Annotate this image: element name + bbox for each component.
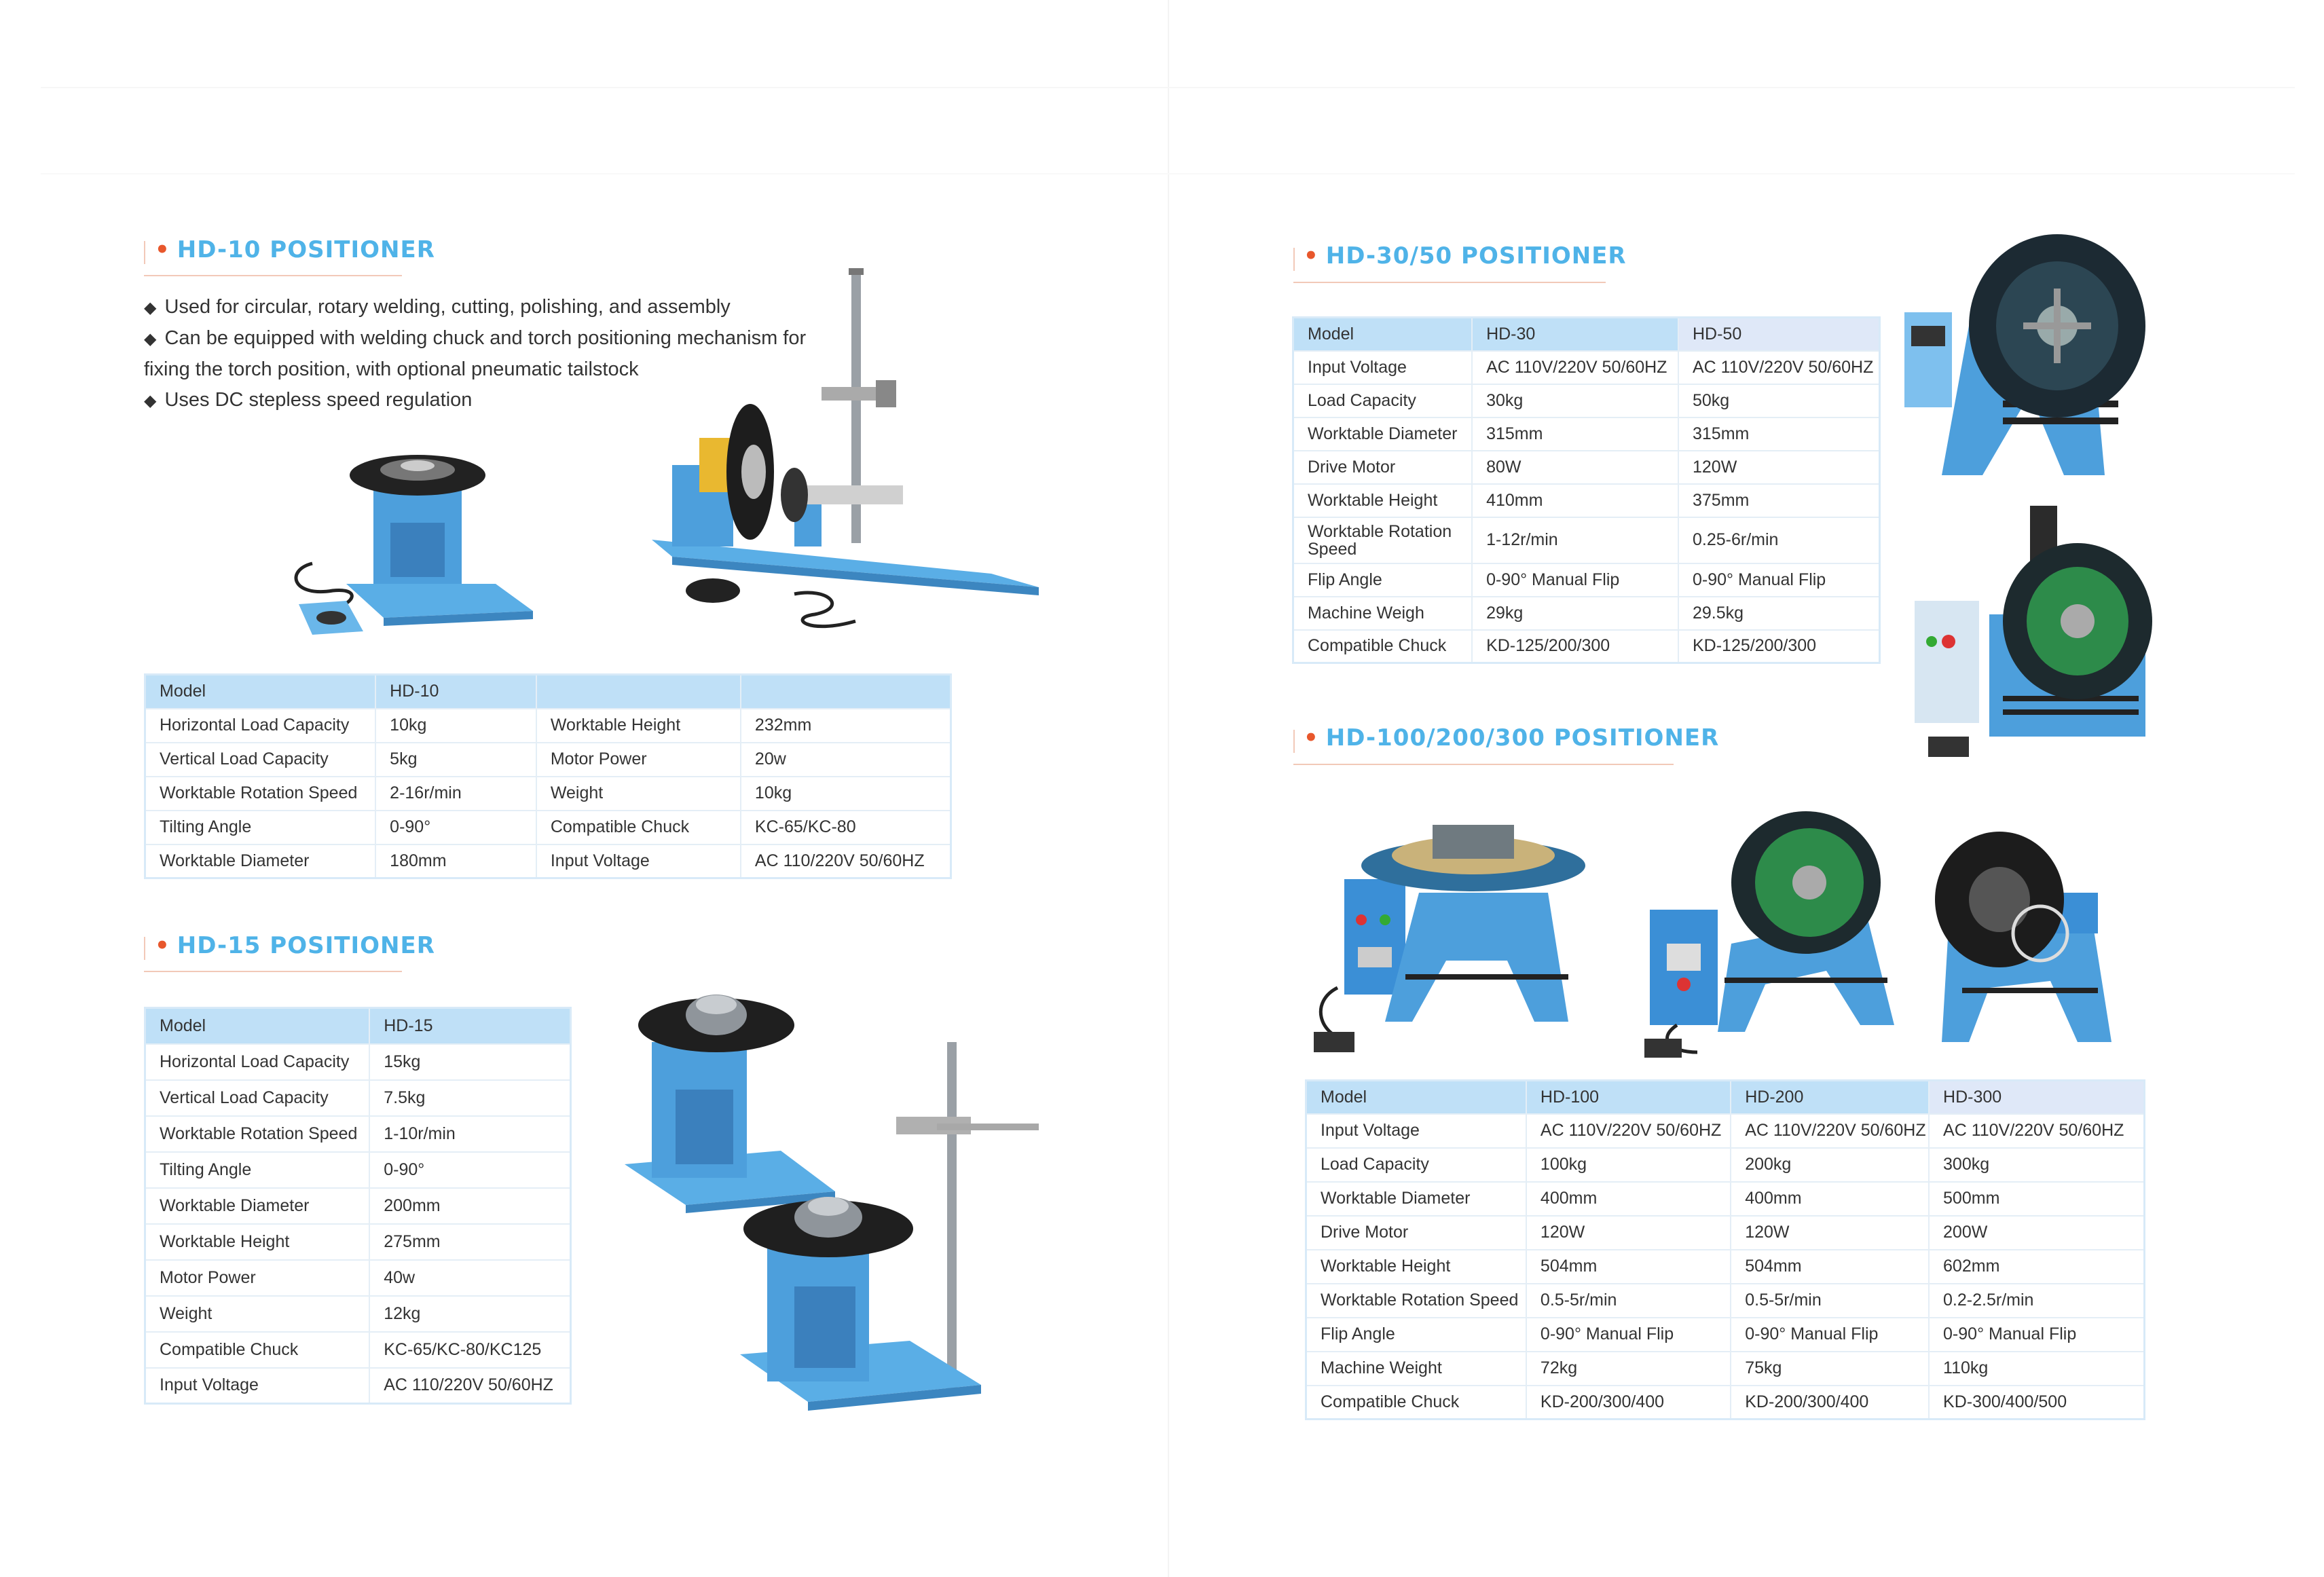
table-cell: Input Voltage [536,845,741,878]
table-cell: Worktable Diameter [1293,418,1473,451]
hd15-title: • HD-15 POSITIONER [155,932,435,959]
hd15-positioner-image [611,988,1046,1436]
header-cell: Model [1293,318,1473,351]
table-cell: 504mm [1526,1250,1731,1284]
hd100-positioner-image [1310,811,1602,1062]
table-cell: 602mm [1929,1250,2144,1284]
table-cell: Compatible Chuck [145,1332,370,1368]
table-cell: Drive Motor [1293,451,1473,484]
table-row [145,777,951,811]
table-cell: Machine Weigh [1293,597,1473,630]
table-cell: 40w [369,1260,570,1296]
table-cell: 12kg [369,1296,570,1332]
table-cell: 0-90° Manual Flip [1472,563,1678,597]
table-cell: 5kg [375,743,536,777]
table-row [145,709,951,743]
table-cell: 50kg [1678,384,1880,418]
table-row [1293,451,1880,484]
table-cell: 0-90° [375,811,536,845]
hd10-torch-stand-image [652,268,1046,648]
header-cell [741,675,951,709]
table-row [1293,563,1880,597]
table-cell: AC 110/220V 50/60HZ [741,845,951,878]
table-cell: 504mm [1731,1250,1929,1284]
table-cell: 400mm [1526,1182,1731,1216]
table-row [1293,597,1880,630]
header-cell: HD-10 [375,675,536,709]
table-cell: KD-300/400/500 [1929,1386,2144,1420]
table-row [1293,517,1880,563]
table-cell: 15kg [369,1044,570,1080]
table-cell: 200mm [369,1188,570,1224]
title-underline [1293,764,1674,765]
table-cell: 315mm [1678,418,1880,451]
table-cell: 200kg [1731,1148,1929,1182]
table-cell: 29.5kg [1678,597,1880,630]
table-row [145,1260,571,1296]
table-cell: 10kg [375,709,536,743]
table-cell: 29kg [1472,597,1678,630]
header-cell [536,675,741,709]
table-row [145,811,951,845]
table-cell: 120W [1678,451,1880,484]
table-cell: Worktable Rotation Speed [145,1116,370,1152]
hd50-positioner-image [1915,506,2166,764]
table-cell: 80W [1472,451,1678,484]
table-cell: Motor Power [145,1260,370,1296]
table-cell: 400mm [1731,1182,1929,1216]
table-cell: 120W [1731,1216,1929,1250]
hd10-spec-table [144,673,952,879]
title-underline [144,971,402,972]
header-cell: Model [1306,1081,1526,1114]
top-rule-2 [41,173,2295,174]
table-cell: Vertical Load Capacity [145,1080,370,1116]
table-cell: AC 110V/220V 50/60HZ [1678,351,1880,384]
table-row [1293,384,1880,418]
table-row [145,845,951,878]
table-cell: AC 110V/220V 50/60HZ [1526,1114,1731,1148]
header-cell: HD-300 [1929,1081,2144,1114]
header-cell: HD-15 [369,1008,570,1044]
hd100-spec-table [1305,1079,2145,1420]
header-cell: Model [145,675,376,709]
hd10-title: • HD-10 POSITIONER [155,236,435,263]
hd100-title: • HD-100/200/300 POSITIONER [1304,724,1720,752]
table-cell: 0.5-5r/min [1526,1284,1731,1318]
table-cell: Worktable Diameter [145,1188,370,1224]
table-cell: 1-12r/min [1472,517,1678,563]
table-row [1306,1114,2145,1148]
table-header-row [145,1008,571,1044]
table-cell: Tilting Angle [145,811,376,845]
table-cell: 232mm [741,709,951,743]
table-cell: KC-65/KC-80/KC125 [369,1332,570,1368]
header-cell: HD-50 [1678,318,1880,351]
table-row [1306,1386,2145,1420]
table-cell: Motor Power [536,743,741,777]
table-header-row [1306,1081,2145,1114]
table-header-row [1293,318,1880,351]
table-cell: 0.2-2.5r/min [1929,1284,2144,1318]
table-cell: 180mm [375,845,536,878]
table-cell: AC 110V/220V 50/60HZ [1472,351,1678,384]
table-cell: 0-90° Manual Flip [1929,1318,2144,1352]
table-row [145,1296,571,1332]
table-cell: 0-90° Manual Flip [1731,1318,1929,1352]
table-cell: Flip Angle [1293,563,1473,597]
table-cell: Tilting Angle [145,1152,370,1188]
table-cell: Drive Motor [1306,1216,1526,1250]
table-cell: Worktable Rotation Speed [1293,517,1473,563]
table-cell: 0-90° Manual Flip [1678,563,1880,597]
bullet-item-continued: fixing the torch position, with optional pneumatic tailstock [144,358,639,380]
table-cell: Vertical Load Capacity [145,743,376,777]
hd3050-spec-table [1292,316,1881,664]
hd30-positioner-image [1901,231,2166,502]
header-cell: Model [145,1008,370,1044]
table-cell: 0.5-5r/min [1731,1284,1929,1318]
table-cell: KD-125/200/300 [1678,630,1880,663]
table-row [145,1188,571,1224]
table-cell: KD-200/300/400 [1731,1386,1929,1420]
title-underline [1293,282,1606,283]
table-row [145,1152,571,1188]
table-row [1306,1352,2145,1386]
table-cell: Load Capacity [1293,384,1473,418]
bullet-item: ◆ Used for circular, rotary welding, cutting, polishing, and assembly [144,292,864,323]
bullet-item: ◆ Uses DC stepless speed regulation [144,385,864,416]
table-cell: Input Voltage [1293,351,1473,384]
bullet-item: ◆ Can be equipped with welding chuck and torch positioning mechanism for [144,323,864,354]
table-row [1306,1250,2145,1284]
table-cell: 7.5kg [369,1080,570,1116]
table-cell: 10kg [741,777,951,811]
hd300-positioner-image [1908,832,2139,1056]
hd200-positioner-image [1643,808,1908,1066]
table-cell: Flip Angle [1306,1318,1526,1352]
table-cell: KD-200/300/400 [1526,1386,1731,1420]
table-cell: Worktable Rotation Speed [1306,1284,1526,1318]
table-row [1306,1182,2145,1216]
table-cell: Worktable Height [1306,1250,1526,1284]
table-cell: Horizontal Load Capacity [145,709,376,743]
table-cell: Worktable Height [1293,484,1473,517]
header-cell: HD-100 [1526,1081,1731,1114]
table-cell: Worktable Rotation Speed [145,777,376,811]
table-row [1306,1148,2145,1182]
table-cell: 300kg [1929,1148,2144,1182]
table-cell: 20w [741,743,951,777]
table-cell: AC 110V/220V 50/60HZ [1929,1114,2144,1148]
table-cell: AC 110V/220V 50/60HZ [1731,1114,1929,1148]
hd10-positioner-image [272,407,543,645]
table-cell: Worktable Height [145,1224,370,1260]
table-cell: Compatible Chuck [1293,630,1473,663]
table-cell: 315mm [1472,418,1678,451]
table-row [1293,418,1880,451]
table-cell: Weight [536,777,741,811]
title-corner [144,241,145,264]
table-row [145,1116,571,1152]
page-gutter [1168,0,1169,1577]
hd15-spec-table [144,1007,572,1405]
table-row [1306,1284,2145,1318]
table-cell: 0.25-6r/min [1678,517,1880,563]
table-cell: 275mm [369,1224,570,1260]
table-cell: Load Capacity [1306,1148,1526,1182]
table-row [145,1368,571,1404]
table-row [1306,1216,2145,1250]
table-row [1293,351,1880,384]
table-row [1306,1318,2145,1352]
table-cell: Compatible Chuck [1306,1386,1526,1420]
table-row [1293,630,1880,663]
table-row [145,1080,571,1116]
table-cell: Input Voltage [1306,1114,1526,1148]
title-underline [144,275,402,276]
table-header-row [145,675,951,709]
table-row [145,743,951,777]
table-cell: Machine Weight [1306,1352,1526,1386]
top-rule [41,87,2295,88]
table-cell: 500mm [1929,1182,2144,1216]
table-cell: 110kg [1929,1352,2144,1386]
table-cell: 120W [1526,1216,1731,1250]
table-cell: Input Voltage [145,1368,370,1404]
table-cell: 0-90° Manual Flip [1526,1318,1731,1352]
title-corner [1293,730,1295,753]
table-cell: Compatible Chuck [536,811,741,845]
table-cell: 410mm [1472,484,1678,517]
table-cell: KC-65/KC-80 [741,811,951,845]
table-cell: Worktable Height [536,709,741,743]
table-cell: 1-10r/min [369,1116,570,1152]
table-cell: 200W [1929,1216,2144,1250]
table-cell: KD-125/200/300 [1472,630,1678,663]
header-cell: HD-30 [1472,318,1678,351]
title-corner [1293,248,1295,271]
table-row [1293,484,1880,517]
table-cell: 30kg [1472,384,1678,418]
header-cell: HD-200 [1731,1081,1929,1114]
table-row [145,1332,571,1368]
table-cell: 375mm [1678,484,1880,517]
table-cell: 2-16r/min [375,777,536,811]
table-cell: 72kg [1526,1352,1731,1386]
table-cell: 75kg [1731,1352,1929,1386]
table-row [145,1224,571,1260]
table-cell: Worktable Diameter [1306,1182,1526,1216]
table-cell: 0-90° [369,1152,570,1188]
table-cell: Worktable Diameter [145,845,376,878]
title-corner [144,937,145,960]
table-cell: Weight [145,1296,370,1332]
table-cell: Horizontal Load Capacity [145,1044,370,1080]
hd3050-title: • HD-30/50 POSITIONER [1304,242,1627,270]
table-row [145,1044,571,1080]
table-cell: 100kg [1526,1148,1731,1182]
table-cell: AC 110/220V 50/60HZ [369,1368,570,1404]
